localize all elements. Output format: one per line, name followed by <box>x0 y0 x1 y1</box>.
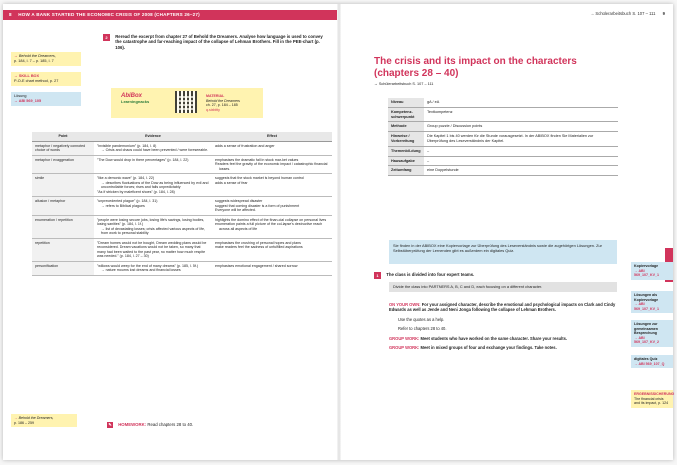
left-page-number: 8 <box>9 12 12 17</box>
meta-value: – <box>424 146 618 156</box>
meta-row <box>388 132 618 147</box>
right-task-1-text: The class is divided into four expert teams. <box>386 272 475 277</box>
task-step <box>389 317 617 322</box>
table-row <box>32 238 332 261</box>
table-row <box>32 215 332 238</box>
meta-body <box>388 98 618 176</box>
meta-value: Textkompetenz <box>424 107 618 122</box>
meta-key: Kompetenz-schwerpunkt <box>388 107 424 122</box>
table-cell-evidence <box>94 174 212 197</box>
evidence-line: "Dream homes would not be bought, Dream wedding plans would be reconsidered. Dream vacations would not be taken, so many that many had been waited to the past year, no matter how much respite was needed." (p. 184, l. 27 – 30) <box>97 240 207 258</box>
evidence-line: → nature mourns lost dreams and financial losses <box>101 268 181 272</box>
abibox-logo-sub: Learningnacks <box>121 99 150 104</box>
meta-row <box>388 122 618 132</box>
abibox-material <box>111 88 263 118</box>
meta-row <box>388 166 618 176</box>
task-step <box>389 345 617 350</box>
meta-key: Zeitumfang <box>388 166 424 176</box>
page-gutter <box>337 4 341 460</box>
left-header-title: HOW A BANK STARTED THE ECONOMIC CRISIS OF 2008 (CHAPTERS 26–27) <box>18 12 200 17</box>
effect-bullet: adds a sense of fear <box>215 180 248 185</box>
side-note-ref[interactable]: The financial crisis and its impact, p. 124 <box>634 396 669 406</box>
material-ref: ch. 27, p. 184 – 185 <box>206 103 238 108</box>
evidence-line: → Crisis and chaos could have been prevented / were foreseeable. <box>101 148 209 152</box>
table-cell-point: allusion / metaphor <box>32 197 94 216</box>
table-cell-evidence <box>94 238 212 261</box>
partners-instruction: Divide the class into PARTNERS A, B, C and D, each focusing on a different character. <box>389 282 617 292</box>
table-header-evidence: Evidence <box>94 132 212 141</box>
task-step-text: Meet in mixed groups of four and exchange your findings. Take notes. <box>420 345 557 351</box>
abibox-logo-text: AbiBox <box>121 93 142 99</box>
table-cell-effect <box>212 141 332 155</box>
homework-icon: ✎ <box>108 422 112 427</box>
side-note-ref[interactable]: → ABI 569_107_KV_1 <box>634 302 659 311</box>
table-header-effect: Effect <box>212 132 332 141</box>
evidence-line: "people were losing secure jobs, losing life's savings, losing bodies, losing sanities" (p. 184, l. 1f.) <box>97 217 205 226</box>
effect-bullet: suggest that coming disaster is a form of punishment <box>215 203 300 208</box>
evidence-line: "willows would weep for the end of many dreams" (p. 185, l. 5f.) <box>97 263 199 268</box>
left-margin-notes <box>11 52 81 112</box>
table-row <box>32 197 332 216</box>
page-subtitle: → Schülerarbeitsbuch S. 107 – 111 <box>374 82 434 86</box>
meta-value: Group puzzle / Discussion points <box>424 122 618 132</box>
evidence-line: "unprecedented plague" (p. 184, l. 31) <box>97 199 158 203</box>
table-cell-point: metaphor / exaggeration <box>32 155 94 174</box>
bottom-note-ref: p. 186 – 259 <box>14 420 34 425</box>
task-step-text: For your assigned character, describe the emotional and psychological impacts on Clark and Cindy Edwards as well as Jende and Neni Jonga following the collapse of Lehman Brothers. <box>389 302 616 313</box>
table-cell-point: metaphor / negatively connoted choice of words <box>32 141 94 155</box>
abibox-info-box: Sie finden in der ABIBOX eine Kopiervorlage zur Überprüfung des Leseverständnis sowie die zugehörigen Lösungen. Zur Selbstüberprüfung der Lernenden gibt es außerdem ein digitales Quiz. <box>389 240 617 264</box>
skill-box-ref: P-O-E chart method, p. 27 <box>14 79 59 83</box>
table-cell-evidence <box>94 197 212 216</box>
table-body <box>32 141 332 275</box>
table-cell-point: repetition <box>32 238 94 261</box>
table-row <box>32 261 332 275</box>
homework-line <box>107 422 193 428</box>
meta-key: Hausaufgabe <box>388 156 424 166</box>
right-page-number: 9 <box>662 11 665 16</box>
left-header-bar <box>3 10 337 20</box>
qr-note: q.sixbitty <box>206 107 220 112</box>
homework-text: Read chapters 28 to 40. <box>147 422 194 427</box>
material-title: Behold the Dreamers <box>206 98 240 103</box>
table-cell-effect <box>212 238 332 261</box>
side-note-ref[interactable]: → ABI 569_107_Q <box>634 361 665 366</box>
margin-note-loesung <box>11 92 81 106</box>
side-note-title: Kopiervorlage <box>634 264 659 268</box>
table-row <box>32 155 332 174</box>
task-step-label: GROUP WORK: <box>389 335 420 341</box>
evidence-line: → describes fluctuations of the Dow as being influenced by evil and uncontrollable forces; rises and falls unpredictably <box>101 180 209 189</box>
table-cell-evidence <box>94 141 212 155</box>
meta-key: Hinweise / Vorbereitung <box>388 132 424 147</box>
abibox-material-info <box>206 94 240 112</box>
table-cell-point: personification <box>32 261 94 275</box>
task-step-text: Meet students who have worked on the same character. Share your results. <box>420 335 568 341</box>
task-step <box>389 302 617 313</box>
margin-note-ref: p. 184, l. 7 – p. 185, l. 7 <box>14 59 54 63</box>
effect-bullet: Everyone will be affected. <box>215 208 256 212</box>
task-step-label: ON YOUR OWN: <box>389 302 421 307</box>
side-note-title: Lösungen als Kopiervorlage <box>634 293 659 302</box>
task-step <box>389 326 617 331</box>
table-cell-effect <box>212 215 332 238</box>
meta-value: Die Kapitel 1 bis 40 werden für die Stunde vorausgesetzt. In der ABIBOX finden Sie Materialien zur Überprüfung des Leseverständnis der Kapitel. <box>424 132 618 147</box>
right-running-head <box>590 11 665 16</box>
task-step-text: Refer to chapters 28 to 40. <box>398 326 447 332</box>
margin-note-skill-box: → SKILL BOX P-O-E chart method, p. 27 <box>11 72 81 86</box>
task-2-text: Reread the excerpt from chapter 27 of Behold the Dreamers. Analyse how language is used to convey the catastrophe and far-reaching impact of the collapse of Lehman Brothers. Fill in the PEE-chart (p. 106). <box>115 34 323 50</box>
effect-bullet: suggests widespread disaster <box>215 199 263 203</box>
table-cell-evidence <box>94 215 212 238</box>
effect-bullet: emphasises emotional engagement / shared sorrow <box>215 263 298 268</box>
material-label: MATERIAL <box>206 94 225 98</box>
bottom-note-title: Behold the Dreamers, <box>18 416 54 420</box>
side-note <box>631 291 673 313</box>
evidence-line: "As if stricken by maleficent shoes" (p. 184, l. 28) <box>97 189 175 194</box>
effect-bullet: suggests that the stock market is beyond human control <box>215 176 304 180</box>
evidence-line: → list of devastating losses; crisis affected various aspects of life, from work to personal stability <box>101 226 205 235</box>
right-task-1 <box>374 272 474 279</box>
table-row <box>32 141 332 155</box>
table-cell-point: simile <box>32 174 94 197</box>
table-cell-evidence <box>94 261 212 275</box>
table-cell-effect <box>212 174 332 197</box>
table-header-row <box>32 132 332 141</box>
effect-bullet: make readers feel the sadness of unfulfilled aspirations <box>215 245 303 249</box>
side-note-title: Lösungen zur gemeinsamen Besprechung <box>634 322 658 336</box>
table-cell-evidence <box>94 155 212 174</box>
meta-row <box>388 98 618 107</box>
table-cell-point: enumeration / repetition <box>32 215 94 238</box>
right-task-steps <box>389 302 617 354</box>
abibox-logo <box>121 93 149 104</box>
pee-chart-table <box>32 132 332 276</box>
meta-value: gA / eA <box>424 98 618 107</box>
effect-bullet: highlights the domino effect of the finan-cial collapse on personal lives <box>215 217 327 222</box>
evidence-line: "like a demonic wave" (p. 184, l. 22) <box>97 176 155 180</box>
meta-value: – <box>424 156 618 166</box>
meta-value: eine Doppelstunde <box>424 166 618 176</box>
loesung-label: Lösung <box>14 94 27 98</box>
side-note <box>631 262 673 280</box>
homework-label: HOMEWORK: <box>118 422 147 427</box>
table-cell-effect <box>212 261 332 275</box>
qr-code-icon[interactable] <box>175 91 197 113</box>
margin-note-title: Behold the Dreamers, <box>18 54 56 58</box>
side-note-ref[interactable]: → ABI 569_107_KV_2 <box>634 335 659 345</box>
meta-row <box>388 107 618 122</box>
side-note <box>631 355 673 368</box>
meta-key: Themenbil-dung <box>388 146 424 156</box>
meta-row <box>388 156 618 166</box>
meta-key: Niveau <box>388 98 424 107</box>
table-header-point: Point <box>32 132 94 141</box>
meta-key: Methode <box>388 122 424 132</box>
side-note-title: digitales Quiz <box>634 357 658 361</box>
task-step <box>389 336 617 341</box>
right-running-head-text: → Schülerarbeitsbuch S. 107 – 111 <box>589 11 656 16</box>
task-2 <box>103 34 331 50</box>
table-cell-effect <box>212 197 332 216</box>
evidence-line: "invisible pandemonium" (p. 184, l. 8) <box>97 143 157 148</box>
effect-bullet: enumeration paints a full picture of the col-lapse's destructive reach across all aspects of life <box>215 222 323 231</box>
skill-box-label: SKILL BOX <box>18 74 40 78</box>
bottom-margin-note: → Behold the Dreamers, p. 186 – 259 <box>11 414 77 427</box>
side-note-ref[interactable]: → ABI 569_107_KV_1 <box>634 268 659 278</box>
loesung-ref: → ABI 569_105 <box>14 99 42 103</box>
effect-bullet: emphasises the crushing of personal hopes and plans <box>215 240 301 245</box>
table-cell-effect <box>212 155 332 174</box>
effect-bullet: Readers feel the gravity of the economic impact / catastrophic financial losses. <box>215 162 328 171</box>
evidence-line: "The Dow would drop in there percentages" (p. 184, l. 22) <box>97 157 189 162</box>
side-note <box>631 390 673 408</box>
margin-note-book-ref: → Behold the Dreamers, p. 184, l. 7 – p. 185, l. 7 <box>11 52 81 66</box>
task-step-label: GROUP WORK: <box>389 345 420 351</box>
book-spread <box>3 4 673 460</box>
page-title: The crisis and its impact on the characters (chapters 28 – 40) <box>374 56 577 79</box>
effect-bullet: adds a sense of frustration and anger <box>215 143 275 148</box>
task-step-text: Use the quotes as a help. <box>398 316 445 322</box>
side-note <box>631 320 673 347</box>
effect-bullet: emphasises the dramatic fall in stock mar-ket values <box>215 157 299 162</box>
evidence-line: → refers to Biblical plagues <box>101 203 145 208</box>
right-task-number: 1 <box>374 272 381 279</box>
meta-row <box>388 146 618 156</box>
task-number-badge: 2 <box>103 34 110 41</box>
side-note-title: ERGEBNISSICHERUNG <box>634 392 675 396</box>
lesson-meta-table <box>388 98 618 176</box>
table-row <box>32 174 332 197</box>
